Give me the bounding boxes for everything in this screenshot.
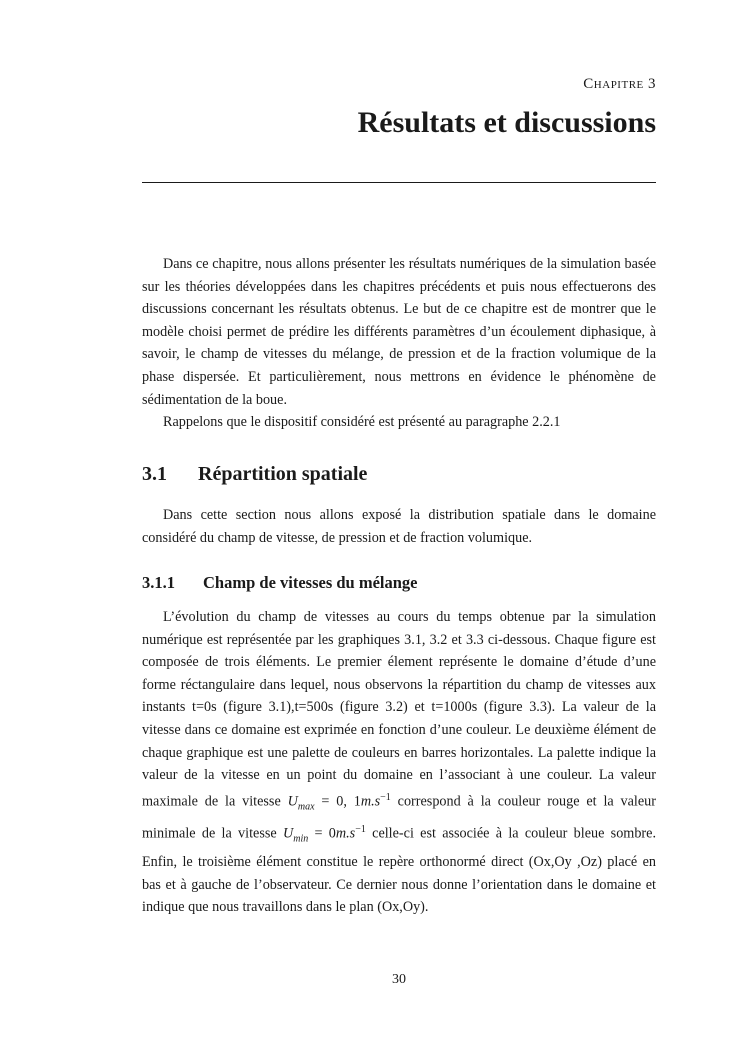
section-paragraph: Dans cette section nous allons exposé la distribution spatiale dans le domaine considéré du champ de vitesse, de pression et de fraction volumique. [142,507,656,546]
chapter-label: Chapitre 3 [583,76,656,92]
umax-equation: = 0, 1 [314,793,361,810]
velocity-text-part1: L’évolution du champ de vitesses au cours du temps obtenue par la simulation numérique est représentée par les graphiques 3.1, 3.2 et 3.3 ci-dessous. Chaque figure est composée de trois éléments. Le premier élement représente le domaine d’étude d’une forme réctangulaire dans lequel, nous observons la répartition du champ de vitesses aux instants t=0s (figure 3.1),t=500s (figure 3.2) et t=1000s (figure 3.3). La valeur de la vitesse dans ce domaine est exprimée en fonction d’une couleur. Le deuxième élément de chaque graphique est une palette de couleurs en barres horizontales. La palette indique la valeur de la vitesse en un point du domaine en l’associant à une couleur. La valeur maximale de la vitesse [142,609,656,810]
chapter-divider [142,182,656,183]
velocity-text-part3: celle-ci est associée à la couleur bleue sombre. Enfin, le troisième élément constitue le repère orthonormé direct (Ox,Oy ,Oz) placé en bas et à gauche de l’observateur. Ce dernier nous donne l’orientation dans le domaine et indique que nous travaillons dans le plan (Ox,Oy). [142,825,656,916]
umin-symbol: U [282,825,294,842]
velocity-text-part2: correspond à la couleur rouge et la valeur minimale de la vitesse [142,793,656,842]
intro-block [142,253,656,434]
intro-paragraph: Dans ce chapitre, nous allons présenter les résultats numériques de la simulation basée sur les théories développées dans les chapitres précédents et puis nous effectuerons des discussions concernant les résultats obtenus. Le but de ce chapitre est de montrer que le modèle choisi permet de prédire les différents paramètres d’un écoulement diphasique, à savoir, le champ de vitesses du mélange, de pression et de la fraction volumique de la phase dispersée. Et particulièrement, nous mettrons en évidence le phénomène de sédimentation de la boue. [142,256,656,408]
umax-subscript: max [297,801,315,813]
subsection-number: 3.1.1 [142,573,175,592]
subsection-paragraph [142,606,656,919]
chapter-title: Résultats et discussions [357,106,656,139]
section-number: 3.1 [142,463,167,485]
umax-symbol: U [287,793,298,810]
section-heading [142,463,367,486]
umin-unit: m.s [335,825,356,842]
umin-subscript: min [293,833,309,845]
section-intro-block [142,504,656,549]
umax-unit-exponent: −1 [380,791,391,803]
intro-reference-paragraph: Rappelons que le dispositif considéré est présenté au paragraphe 2.2.1 [163,414,561,431]
umin-equation: = 0 [308,825,336,842]
umax-unit: m.s [360,793,381,810]
subsection-title: Champ de vitesses du mélange [203,573,418,592]
umin-unit-exponent: −1 [355,823,366,835]
page-number: 30 [392,972,406,987]
document-page [142,0,656,1053]
subsection-body-block [142,606,656,919]
subsection-heading [142,573,418,593]
section-title: Répartition spatiale [198,463,368,485]
